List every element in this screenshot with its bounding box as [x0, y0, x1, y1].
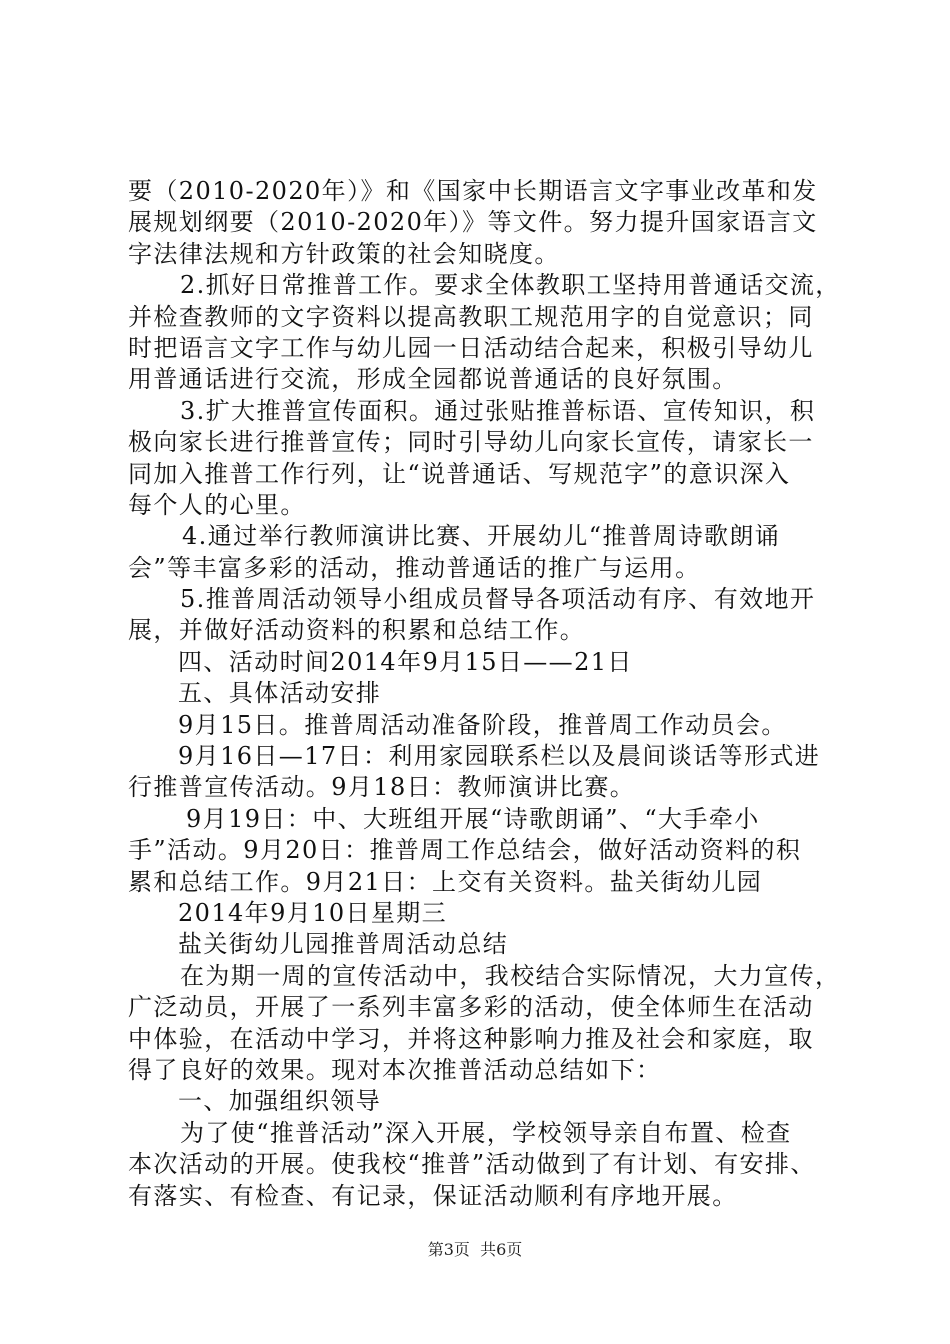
text-line: 四、活动时间2014年9月15日——21日 — [178, 647, 633, 676]
text-line: 广泛动员，开展了一系列丰富多彩的活动，使全体师生在活动 — [128, 993, 814, 1022]
text-line: 为了使“推普活动”深入开展，学校领导亲自布置、检查 — [180, 1118, 792, 1147]
text-line: 同加入推普工作行列，让“说普通话、写规范字”的意识深入 — [128, 459, 791, 488]
text-line: 3.扩大推普宣传面积。通过张贴推普标语、宣传知识，积 — [180, 396, 816, 425]
text-line: 中体验，在活动中学习，并将这种影响力推及社会和家庭，取 — [128, 1024, 814, 1053]
text-line: 会”等丰富多彩的活动，推动普通话的推广与运用。 — [128, 553, 701, 582]
text-line: 展规划纲要（2010-2020年）》等文件。努力提升国家语言文 — [128, 208, 818, 237]
text-line: 2014年9月10日星期三 — [178, 898, 448, 927]
text-line: 一、加强组织领导 — [178, 1087, 382, 1116]
text-line: 手”活动。9月20日：推普周工作总结会，做好活动资料的积 — [128, 836, 802, 865]
text-line: 用普通话进行交流，形成全园都说普通话的良好氛围。 — [128, 365, 738, 394]
text-line: 极向家长进行推普宣传；同时引导幼儿向家长宣传，请家长一 — [128, 428, 814, 457]
text-line: 4.通过举行教师演讲比赛、开展幼儿“推普周诗歌朗诵 — [182, 522, 781, 551]
text-line: 行推普宣传活动。9月18日：教师演讲比赛。 — [128, 773, 636, 802]
document-body — [128, 176, 841, 1212]
text-line: 在为期一周的宣传活动中，我校结合实际情况，大力宣传， — [180, 961, 841, 990]
text-line: 时把语言文字工作与幼儿园一日活动结合起来，积极引导幼儿 — [128, 333, 814, 362]
text-line: 本次活动的开展。使我校“推普”活动做到了有计划、有安排、 — [128, 1150, 816, 1179]
text-line: 展，并做好活动资料的积累和总结工作。 — [128, 616, 586, 645]
text-line: 字法律法规和方针政策的社会知晓度。 — [128, 239, 560, 268]
text-line: 并检查教师的文字资料以提高教职工规范用字的自觉意识；同 — [128, 302, 814, 331]
text-line: 每个人的心里。 — [128, 490, 306, 519]
page-footer — [0, 1240, 950, 1260]
text-line: 有落实、有检查、有记录，保证活动顺利有序地开展。 — [128, 1181, 738, 1210]
page-number: 第3页 共6页 — [427, 1240, 523, 1259]
text-line: 要（2010-2020年）》和《国家中长期语言文字事业改革和发 — [128, 177, 818, 205]
text-line: 9月19日：中、大班组开展“诗歌朗诵”、“大手牵小 — [186, 804, 760, 833]
text-line: 5.推普周活动领导小组成员督导各项活动有序、有效地开 — [180, 585, 816, 614]
text-line: 累和总结工作。9月21日：上交有关资料。盐关街幼儿园 — [128, 867, 763, 896]
text-line: 9月16日—17日：利用家园联系栏以及晨间谈话等形式进 — [178, 742, 821, 771]
text-line: 2.抓好日常推普工作。要求全体教职工坚持用普通话交流， — [180, 271, 841, 300]
text-line: 得了良好的效果。现对本次推普活动总结如下： — [128, 1055, 662, 1084]
text-line: 盐关街幼儿园推普周活动总结 — [178, 930, 509, 959]
text-line: 五、具体活动安排 — [178, 679, 382, 708]
text-line: 9月15日。推普周活动准备阶段，推普周工作动员会。 — [178, 710, 787, 739]
